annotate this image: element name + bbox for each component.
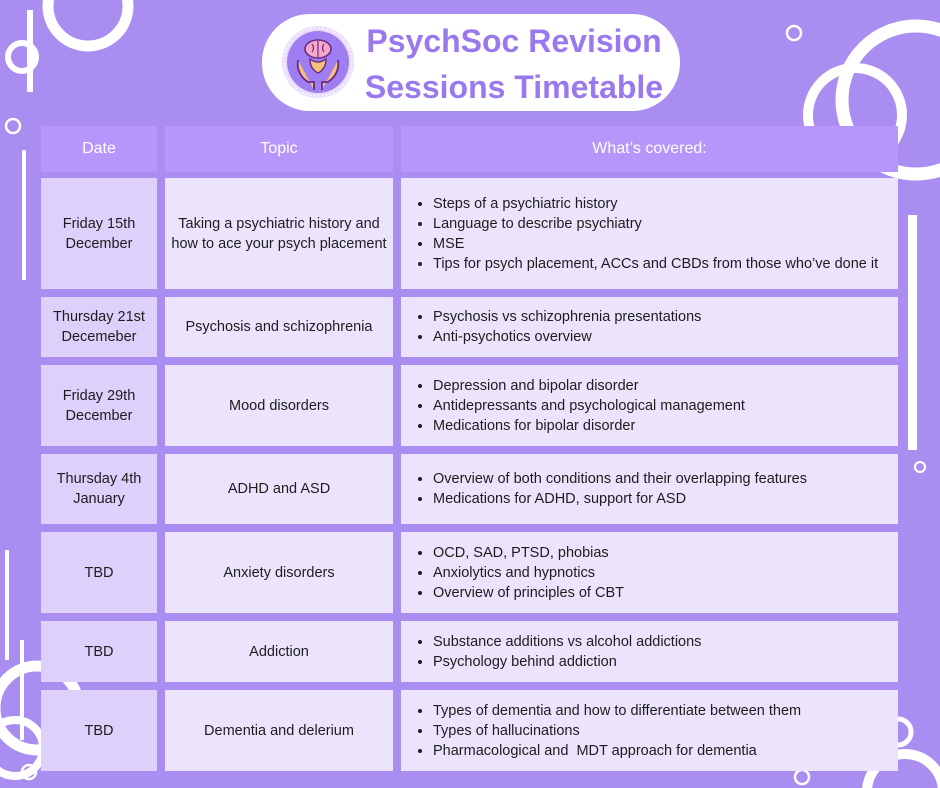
row-4-date: Thursday 4th January — [41, 454, 157, 524]
row-3-covered — [401, 365, 898, 446]
row-6-topic: Addiction — [165, 621, 393, 682]
list-item: • Psychology behind addiction — [433, 652, 701, 672]
covered-list — [415, 376, 745, 436]
list-item: • Anxiolytics and hypnotics — [433, 563, 624, 583]
list-item: • Overview of both conditions and their overlapping features — [433, 469, 807, 489]
covered-list — [415, 701, 801, 761]
list-item: • Anti-psychotics overview — [433, 327, 701, 347]
row-2-date: Thursday 21st Decemeber — [41, 297, 157, 357]
row-2-covered — [401, 297, 898, 357]
list-item: • Overview of principles of CBT — [433, 583, 624, 603]
list-item: • Substance additions vs alcohol addictions — [433, 632, 701, 652]
page-title — [362, 18, 666, 110]
list-item: • Types of dementia and how to differentiate between them — [433, 701, 801, 721]
row-4-topic: ADHD and ASD — [165, 454, 393, 524]
covered-list — [415, 307, 701, 347]
row-5-date: TBD — [41, 532, 157, 613]
covered-list — [415, 543, 624, 603]
row-6-date: TBD — [41, 621, 157, 682]
list-item: • OCD, SAD, PTSD, phobias — [433, 543, 624, 563]
row-2-topic: Psychosis and schizophrenia — [165, 297, 393, 357]
covered-list — [415, 469, 807, 509]
row-5-covered — [401, 532, 898, 613]
list-item: • Pharmacological and MDT approach for dementia — [433, 741, 801, 761]
brain-hands-icon — [280, 24, 356, 100]
list-item: • Tips for psych placement, ACCs and CBDs from those who’ve done it — [433, 254, 878, 274]
list-item: • Psychosis vs schizophrenia presentations — [433, 307, 701, 327]
row-5-topic: Anxiety disorders — [165, 532, 393, 613]
row-1-covered — [401, 178, 898, 289]
row-7-topic: Dementia and delerium — [165, 690, 393, 771]
row-1-date: Friday 15th December — [41, 178, 157, 289]
header-covered: What’s covered: — [401, 126, 898, 172]
row-4-covered — [401, 454, 898, 524]
list-item: • Medications for bipolar disorder — [433, 416, 745, 436]
title-line-2: Sessions Timetable — [364, 69, 664, 105]
header-date: Date — [41, 126, 157, 172]
title-line-1: PsychSoc Revision — [366, 23, 662, 59]
list-item: • Antidepressants and psychological management — [433, 396, 745, 416]
list-item: • Language to describe psychiatry — [433, 214, 878, 234]
header-topic: Topic — [165, 126, 393, 172]
row-3-date: Friday 29th December — [41, 365, 157, 446]
row-6-covered — [401, 621, 898, 682]
list-item: • Depression and bipolar disorder — [433, 376, 745, 396]
list-item: • MSE — [433, 234, 878, 254]
row-7-covered — [401, 690, 898, 771]
row-1-topic: Taking a psychiatric history and how to ace your psych placement — [165, 178, 393, 289]
row-7-date: TBD — [41, 690, 157, 771]
covered-list — [415, 194, 878, 274]
list-item: • Types of hallucinations — [433, 721, 801, 741]
list-item: • Medications for ADHD, support for ASD — [433, 489, 807, 509]
row-3-topic: Mood disorders — [165, 365, 393, 446]
list-item: • Steps of a psychiatric history — [433, 194, 878, 214]
covered-list — [415, 632, 701, 672]
